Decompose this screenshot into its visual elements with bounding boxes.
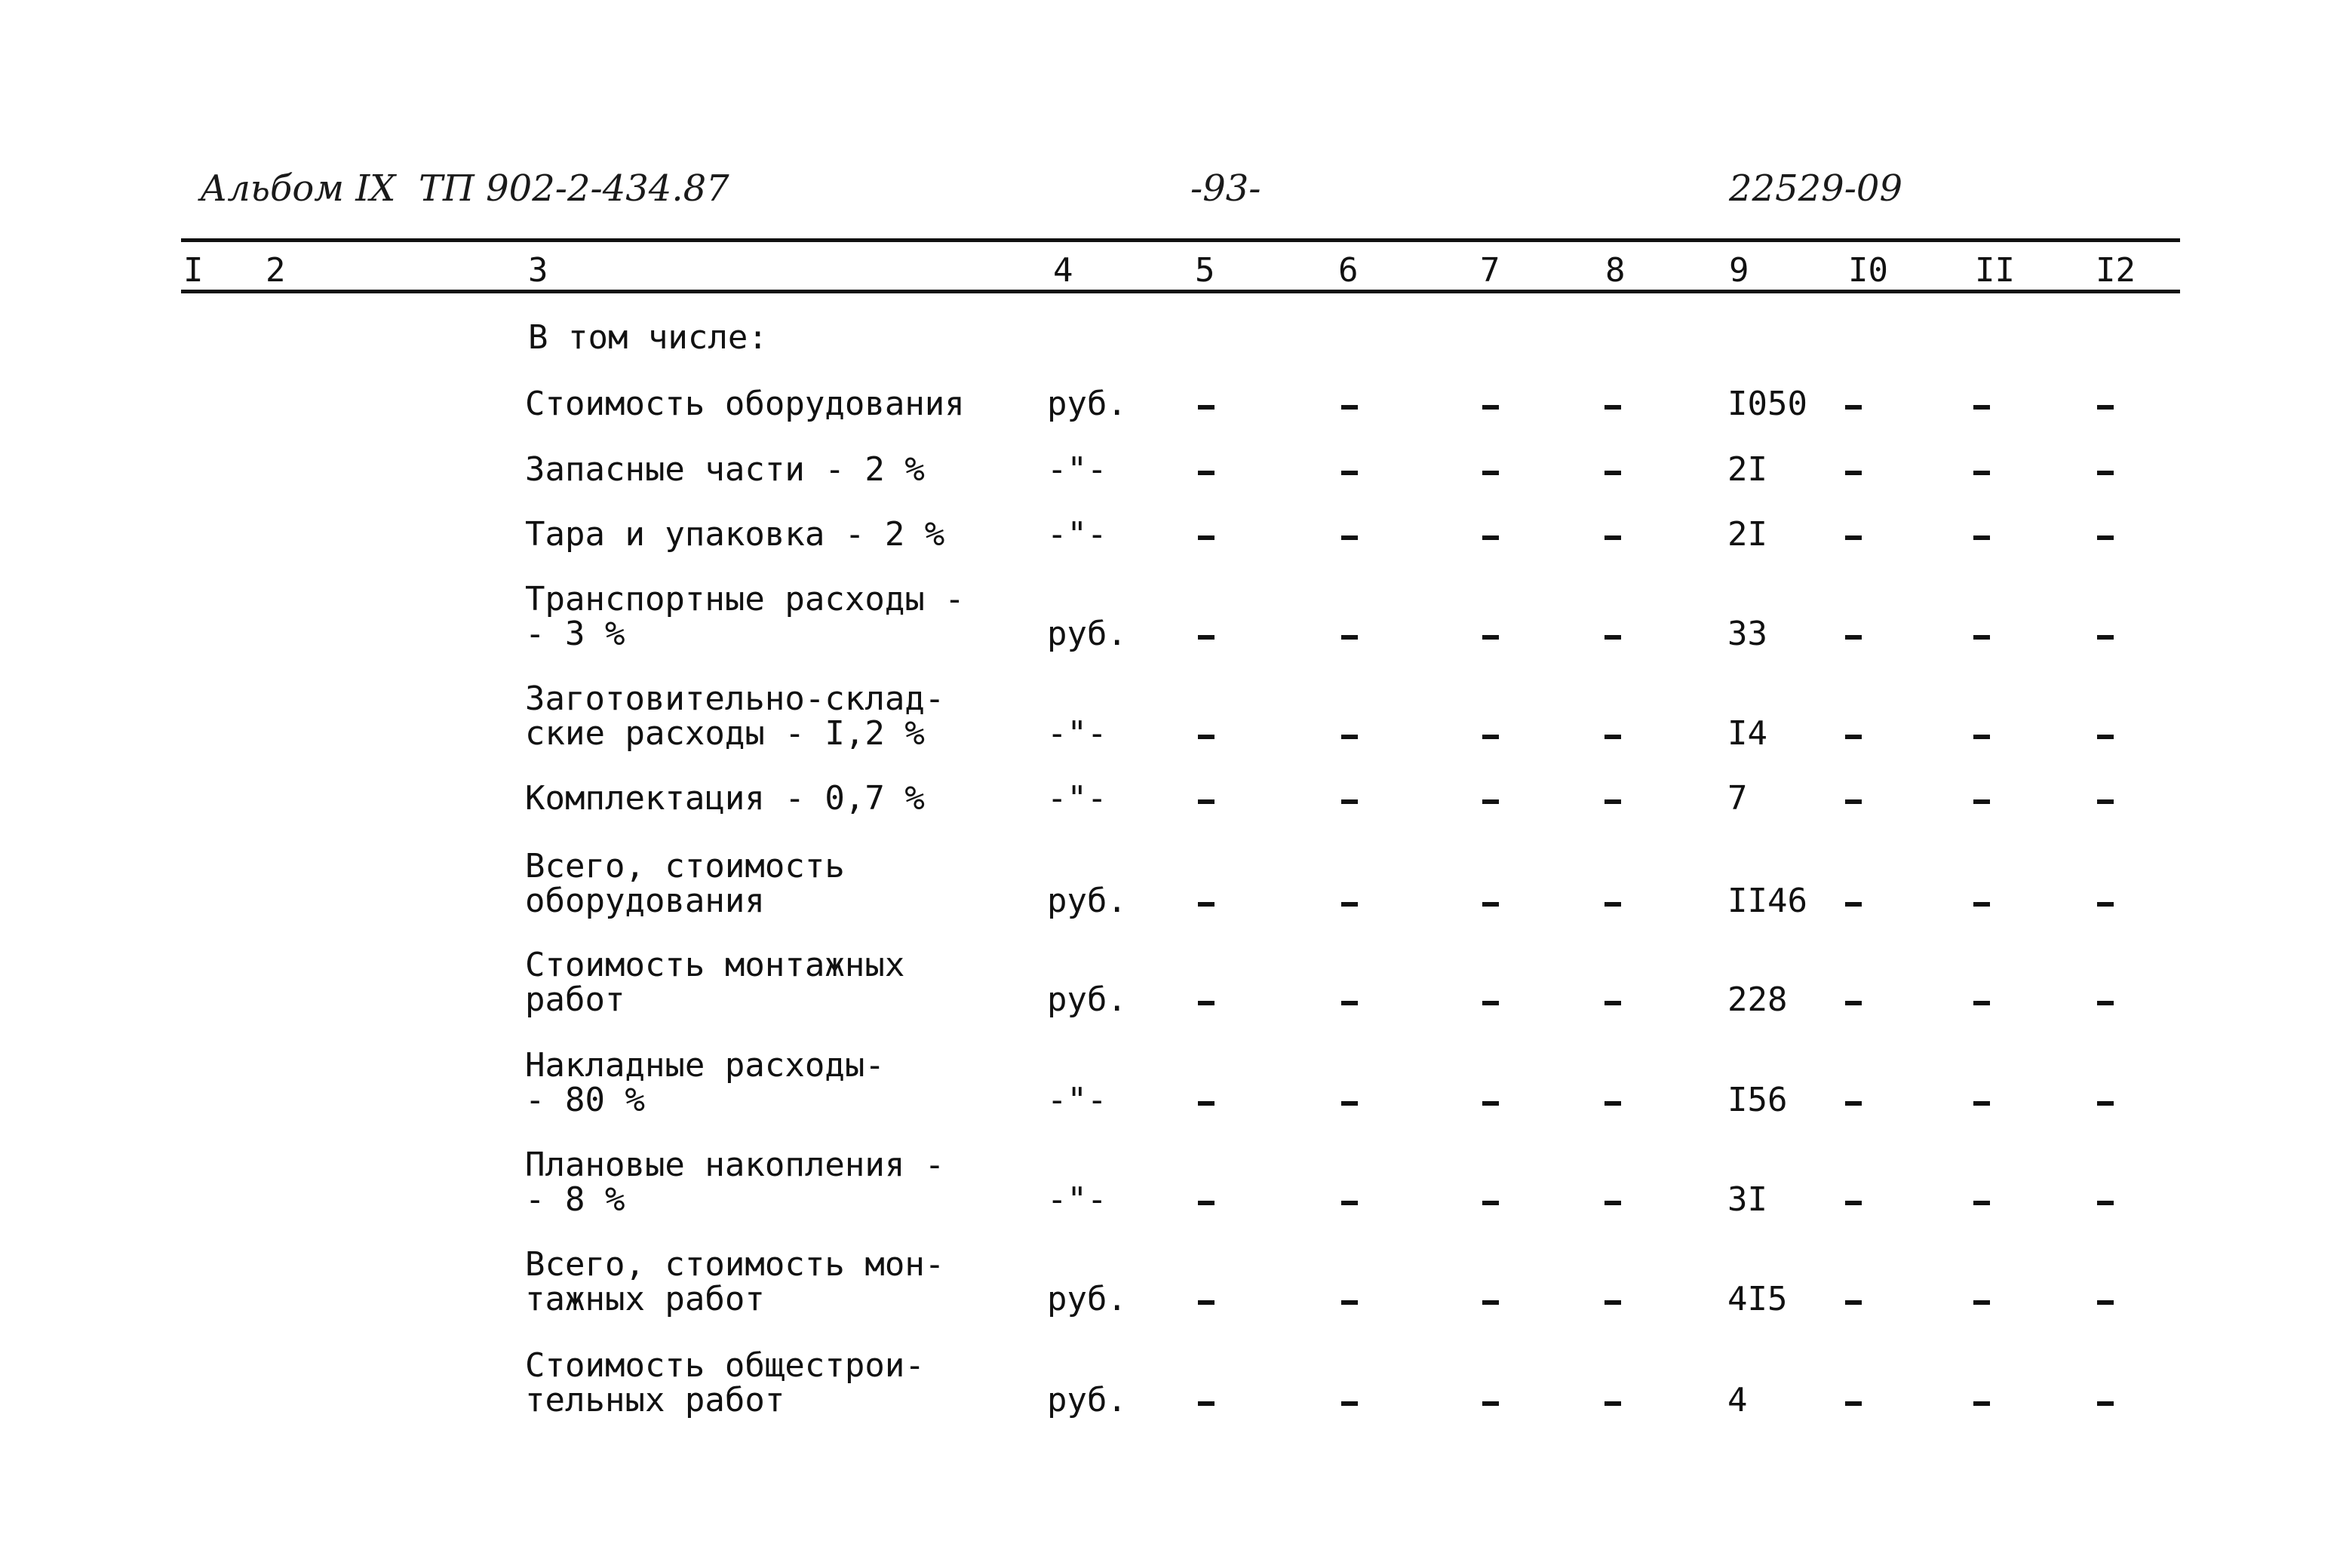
empty-cell-dash	[1604, 735, 1621, 739]
empty-cell-dash	[1973, 471, 1990, 475]
column-number-1: I	[183, 251, 204, 290]
project-code: ТП 902-2-434.87	[419, 167, 729, 210]
empty-cell-dash	[1973, 635, 1990, 640]
row-description-line: Стоимость монтажных	[525, 946, 905, 984]
row-description-line: Транспортные расходы -	[525, 580, 965, 618]
empty-cell-dash	[1341, 535, 1358, 540]
empty-cell-dash	[1341, 1101, 1358, 1106]
row-description-line: Заготовительно-склад-	[525, 680, 945, 718]
empty-cell-dash	[1198, 1401, 1214, 1406]
empty-cell-dash	[1198, 471, 1214, 475]
row-description-line: - 80 %	[525, 1081, 645, 1119]
row-value-col9: 2I	[1727, 450, 1767, 489]
table-top-rule	[181, 238, 2180, 242]
column-number-11: II	[1975, 251, 2015, 290]
row-value-col9: II46	[1727, 882, 1807, 920]
row-description-line: Всего, стоимость	[525, 847, 845, 885]
empty-cell-dash	[1198, 635, 1214, 640]
row-unit: руб.	[1047, 1381, 1127, 1419]
row-description-line: Комплектация - 0,7 %	[525, 779, 925, 818]
empty-cell-dash	[1482, 902, 1499, 907]
empty-cell-dash	[2097, 405, 2114, 410]
empty-cell-dash	[1604, 635, 1621, 640]
empty-cell-dash	[1845, 535, 1862, 540]
row-unit: -"-	[1047, 515, 1107, 554]
empty-cell-dash	[1845, 1401, 1862, 1406]
empty-cell-dash	[1198, 1101, 1214, 1106]
column-number-3: 3	[528, 251, 548, 290]
row-value-col9: I56	[1727, 1081, 1788, 1119]
row-description-line: Стоимость общестрои-	[525, 1346, 925, 1385]
empty-cell-dash	[1973, 1201, 1990, 1205]
empty-cell-dash	[1482, 1300, 1499, 1305]
empty-cell-dash	[1482, 1401, 1499, 1406]
empty-cell-dash	[1341, 405, 1358, 410]
album-label: Альбом IX	[200, 167, 396, 210]
row-description-line: - 3 %	[525, 615, 625, 653]
empty-cell-dash	[1341, 735, 1358, 739]
empty-cell-dash	[1482, 471, 1499, 475]
empty-cell-dash	[1604, 1101, 1621, 1106]
empty-cell-dash	[1845, 902, 1862, 907]
empty-cell-dash	[1973, 799, 1990, 804]
empty-cell-dash	[1482, 735, 1499, 739]
column-number-7: 7	[1480, 251, 1500, 290]
row-value-col9: 33	[1727, 615, 1767, 653]
column-number-5: 5	[1195, 251, 1215, 290]
row-description-line: Всего, стоимость мон-	[525, 1245, 945, 1284]
empty-cell-dash	[1198, 799, 1214, 804]
empty-cell-dash	[2097, 1101, 2114, 1106]
empty-cell-dash	[1341, 1201, 1358, 1205]
row-value-col9: 3I	[1727, 1180, 1767, 1219]
empty-cell-dash	[2097, 735, 2114, 739]
row-value-col9: I050	[1727, 385, 1807, 423]
empty-cell-dash	[2097, 535, 2114, 540]
empty-cell-dash	[1845, 1300, 1862, 1305]
empty-cell-dash	[1973, 1101, 1990, 1106]
empty-cell-dash	[1973, 1401, 1990, 1406]
empty-cell-dash	[1198, 1201, 1214, 1205]
empty-cell-dash	[1341, 799, 1358, 804]
row-value-col9: 7	[1727, 779, 1748, 818]
empty-cell-dash	[1482, 1101, 1499, 1106]
empty-cell-dash	[1341, 902, 1358, 907]
empty-cell-dash	[1341, 1001, 1358, 1005]
row-unit: -"-	[1047, 450, 1107, 489]
row-unit: руб.	[1047, 615, 1127, 653]
empty-cell-dash	[1482, 535, 1499, 540]
row-description-line: ские расходы - I,2 %	[525, 714, 925, 753]
row-value-col9: 228	[1727, 980, 1788, 1019]
row-description-line: работ	[525, 980, 625, 1019]
empty-cell-dash	[1198, 405, 1214, 410]
empty-cell-dash	[1198, 1300, 1214, 1305]
empty-cell-dash	[1198, 902, 1214, 907]
empty-cell-dash	[1604, 1401, 1621, 1406]
empty-cell-dash	[1341, 471, 1358, 475]
row-description-line: Запасные части - 2 %	[525, 450, 925, 489]
page-number: -93-	[1190, 167, 1261, 210]
empty-cell-dash	[1341, 1401, 1358, 1406]
section-label: В том числе:	[528, 318, 768, 357]
empty-cell-dash	[2097, 635, 2114, 640]
empty-cell-dash	[1198, 1001, 1214, 1005]
empty-cell-dash	[2097, 799, 2114, 804]
empty-cell-dash	[1604, 405, 1621, 410]
empty-cell-dash	[1604, 1201, 1621, 1205]
empty-cell-dash	[2097, 471, 2114, 475]
column-number-2: 2	[266, 251, 286, 290]
empty-cell-dash	[1845, 471, 1862, 475]
column-number-6: 6	[1338, 251, 1359, 290]
column-number-8: 8	[1605, 251, 1626, 290]
row-unit: -"-	[1047, 714, 1107, 753]
empty-cell-dash	[1604, 535, 1621, 540]
empty-cell-dash	[1482, 799, 1499, 804]
empty-cell-dash	[2097, 1201, 2114, 1205]
empty-cell-dash	[1845, 735, 1862, 739]
row-value-col9: 2I	[1727, 515, 1767, 554]
empty-cell-dash	[1604, 1300, 1621, 1305]
row-description-line: Плановые накопления -	[525, 1146, 945, 1184]
row-unit: -"-	[1047, 1081, 1107, 1119]
column-number-12: I2	[2096, 251, 2136, 290]
row-unit: -"-	[1047, 1180, 1107, 1219]
empty-cell-dash	[1845, 1001, 1862, 1005]
row-value-col9: 4	[1727, 1381, 1748, 1419]
row-description-line: тажных работ	[525, 1280, 765, 1318]
row-description-line: тельных работ	[525, 1381, 785, 1419]
empty-cell-dash	[1198, 735, 1214, 739]
row-unit: руб.	[1047, 1280, 1127, 1318]
row-description-line: Тара и упаковка - 2 %	[525, 515, 945, 554]
row-value-col9: 4I5	[1727, 1280, 1788, 1318]
empty-cell-dash	[1973, 902, 1990, 907]
row-description-line: Накладные расходы-	[525, 1046, 885, 1085]
empty-cell-dash	[1482, 1001, 1499, 1005]
empty-cell-dash	[1973, 735, 1990, 739]
empty-cell-dash	[2097, 1300, 2114, 1305]
empty-cell-dash	[1845, 799, 1862, 804]
empty-cell-dash	[1482, 635, 1499, 640]
empty-cell-dash	[1604, 1001, 1621, 1005]
empty-cell-dash	[1604, 799, 1621, 804]
empty-cell-dash	[1973, 535, 1990, 540]
empty-cell-dash	[2097, 1001, 2114, 1005]
empty-cell-dash	[1604, 471, 1621, 475]
empty-cell-dash	[1341, 1300, 1358, 1305]
empty-cell-dash	[1973, 1300, 1990, 1305]
table-header-rule	[181, 290, 2180, 293]
row-unit: -"-	[1047, 779, 1107, 818]
empty-cell-dash	[2097, 1401, 2114, 1406]
row-unit: руб.	[1047, 980, 1127, 1019]
document-number: 22529-09	[1729, 167, 1902, 210]
empty-cell-dash	[1198, 535, 1214, 540]
row-description-line: оборудования	[525, 882, 765, 920]
empty-cell-dash	[1973, 1001, 1990, 1005]
column-number-10: I0	[1848, 251, 1888, 290]
empty-cell-dash	[1845, 1201, 1862, 1205]
empty-cell-dash	[1845, 405, 1862, 410]
empty-cell-dash	[1845, 1101, 1862, 1106]
row-unit: руб.	[1047, 882, 1127, 920]
empty-cell-dash	[1341, 635, 1358, 640]
empty-cell-dash	[1845, 635, 1862, 640]
row-unit: руб.	[1047, 385, 1127, 423]
column-number-9: 9	[1729, 251, 1749, 290]
empty-cell-dash	[1973, 405, 1990, 410]
empty-cell-dash	[1604, 902, 1621, 907]
row-value-col9: I4	[1727, 714, 1767, 753]
row-description-line: - 8 %	[525, 1180, 625, 1219]
empty-cell-dash	[1482, 405, 1499, 410]
column-number-4: 4	[1053, 251, 1073, 290]
row-description-line: Стоимость оборудования	[525, 385, 965, 423]
empty-cell-dash	[1482, 1201, 1499, 1205]
empty-cell-dash	[2097, 902, 2114, 907]
